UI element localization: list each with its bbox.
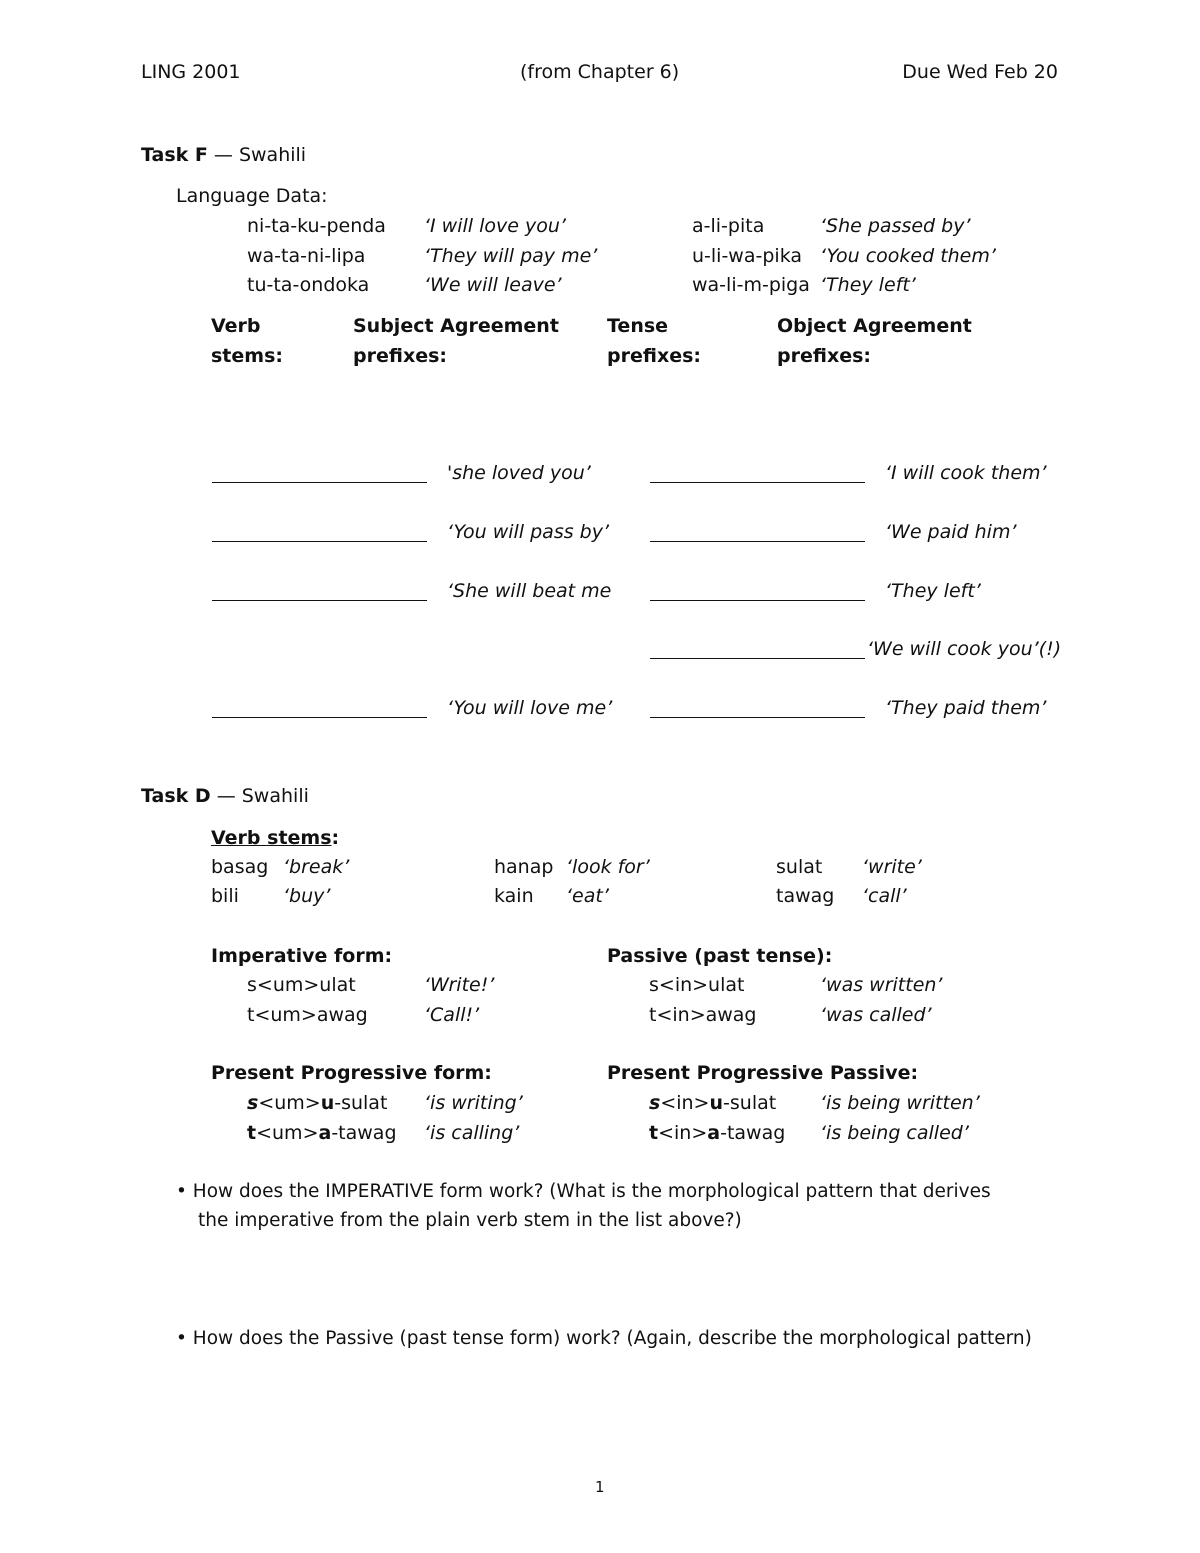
data-form: u-li-wa-pika — [692, 245, 803, 267]
data-gloss: ‘We will leave’ — [424, 274, 562, 296]
stem: -tawag — [331, 1122, 397, 1144]
answer-blank[interactable] — [650, 482, 865, 483]
task-f-heading — [141, 144, 306, 167]
data-gloss: ‘I will love you’ — [424, 215, 566, 237]
reduplicant-vowel: u — [709, 1092, 724, 1114]
infix: <in> — [660, 1092, 710, 1114]
exercise-gloss: ‘She will beat me — [447, 580, 612, 602]
task-f-label: Task F — [141, 144, 208, 166]
answer-blank[interactable] — [650, 717, 865, 718]
reduplicant-vowel: a — [707, 1122, 721, 1144]
reduplicant-consonant: t — [649, 1122, 659, 1144]
passive-form: t<in>awag — [649, 1004, 757, 1026]
column-header-verb-stems: Verb — [211, 315, 261, 337]
exercise-gloss: ‘You will pass by’ — [447, 521, 610, 543]
chapter-ref: (from Chapter 6) — [520, 61, 680, 83]
data-gloss: ‘You cooked them’ — [820, 245, 996, 267]
column-header-tense-2: prefixes: — [607, 345, 701, 367]
reduplicant-vowel: u — [320, 1092, 335, 1114]
verb-stems-label: Verb stems — [211, 827, 332, 849]
stem-form: basag — [211, 856, 269, 878]
column-header-object-2: prefixes: — [777, 345, 871, 367]
verb-stems-colon: : — [331, 827, 340, 849]
imperative-form: s<um>ulat — [247, 974, 356, 996]
language-data-label: Language Data: — [176, 185, 328, 207]
stem-form: hanap — [494, 856, 554, 878]
task-f-language: — Swahili — [207, 144, 307, 166]
reduplicant-consonant: s — [649, 1092, 661, 1114]
stem-gloss: ‘look for’ — [566, 856, 650, 878]
task-d-language: — Swahili — [210, 785, 309, 807]
stem: -sulat — [334, 1092, 388, 1114]
due-date: Due Wed Feb 20 — [902, 61, 1058, 83]
progressive-passive-gloss: ‘is being called’ — [820, 1122, 969, 1144]
answer-blank[interactable] — [212, 717, 427, 718]
column-header-object: Object Agreement — [777, 315, 972, 337]
answer-blank[interactable] — [212, 600, 427, 601]
stem-form: bili — [211, 885, 239, 907]
passive-form: s<in>ulat — [649, 974, 745, 996]
question-imperative-cont: the imperative from the plain verb stem in the list above?) — [198, 1210, 742, 1231]
column-header-tense: Tense — [607, 315, 669, 337]
course-code: LING 2001 — [141, 61, 241, 83]
infix: <um> — [256, 1122, 319, 1144]
progressive-heading: Present Progressive form: — [211, 1062, 492, 1084]
infix: <um> — [258, 1092, 321, 1114]
stem: -sulat — [723, 1092, 777, 1114]
question-passive: • How does the Passive (past tense form) work? (Again, describe the morphological pattern) — [176, 1328, 1032, 1349]
progressive-form — [247, 1122, 397, 1145]
stem-form: tawag — [776, 885, 835, 907]
column-header-verb-stems-2: stems: — [211, 345, 283, 367]
answer-blank[interactable] — [650, 541, 865, 542]
reduplicant-vowel: a — [318, 1122, 332, 1144]
progressive-passive-form — [649, 1122, 785, 1145]
passive-gloss: ‘was called’ — [820, 1004, 932, 1026]
stem-gloss: ‘break’ — [283, 856, 350, 878]
exercise-gloss: ‘They left’ — [885, 580, 981, 602]
data-form: wa-li-m-piga — [692, 274, 810, 296]
data-gloss: ‘They left’ — [820, 274, 916, 296]
answer-blank[interactable] — [212, 541, 427, 542]
verb-stems-heading — [211, 827, 339, 850]
task-d-heading — [141, 785, 309, 808]
passive-heading: Passive (past tense): — [607, 945, 833, 967]
stem-gloss: ‘call’ — [862, 885, 907, 907]
imperative-heading: Imperative form: — [211, 945, 393, 967]
imperative-form: t<um>awag — [247, 1004, 368, 1026]
progressive-passive-heading: Present Progressive Passive: — [607, 1062, 919, 1084]
data-form: tu-ta-ondoka — [247, 274, 370, 296]
column-header-subject-2: prefixes: — [353, 345, 447, 367]
exercise-gloss: ‘We paid him’ — [885, 521, 1017, 543]
data-form: ni-ta-ku-penda — [247, 215, 386, 237]
stem-form: kain — [494, 885, 534, 907]
task-d-label: Task D — [141, 785, 211, 807]
progressive-form — [247, 1092, 387, 1115]
reduplicant-consonant: s — [247, 1092, 259, 1114]
page-number: 1 — [595, 1478, 605, 1496]
data-form: a-li-pita — [692, 215, 765, 237]
imperative-gloss: ‘Call!’ — [424, 1004, 480, 1026]
exercise-gloss: 'she loved you’ — [447, 462, 591, 484]
exercise-gloss: ‘I will cook them’ — [885, 462, 1047, 484]
reduplicant-consonant: t — [247, 1122, 257, 1144]
exercise-gloss: ‘We will cook you’(!) — [867, 638, 1062, 660]
data-form: wa-ta-ni-lipa — [247, 245, 366, 267]
exercise-gloss: ‘They paid them’ — [885, 697, 1047, 719]
stem: -tawag — [720, 1122, 786, 1144]
data-gloss: ‘She passed by’ — [820, 215, 971, 237]
passive-gloss: ‘was written’ — [820, 974, 943, 996]
progressive-gloss: ‘is calling’ — [424, 1122, 520, 1144]
question-imperative: • How does the IMPERATIVE form work? (What is the morphological pattern that derives — [176, 1181, 991, 1202]
answer-blank[interactable] — [650, 658, 865, 659]
progressive-passive-form — [649, 1092, 776, 1115]
exercise-gloss: ‘You will love me’ — [447, 697, 613, 719]
stem-gloss: ‘buy’ — [283, 885, 331, 907]
stem-gloss: ‘eat’ — [566, 885, 609, 907]
infix: <in> — [658, 1122, 708, 1144]
answer-blank[interactable] — [212, 482, 427, 483]
progressive-passive-gloss: ‘is being written’ — [820, 1092, 980, 1114]
column-header-subject: Subject Agreement — [353, 315, 559, 337]
progressive-gloss: ‘is writing’ — [424, 1092, 523, 1114]
data-gloss: ‘They will pay me’ — [424, 245, 598, 267]
answer-blank[interactable] — [650, 600, 865, 601]
stem-form: sulat — [776, 856, 823, 878]
stem-gloss: ‘write’ — [862, 856, 922, 878]
imperative-gloss: ‘Write!’ — [424, 974, 495, 996]
